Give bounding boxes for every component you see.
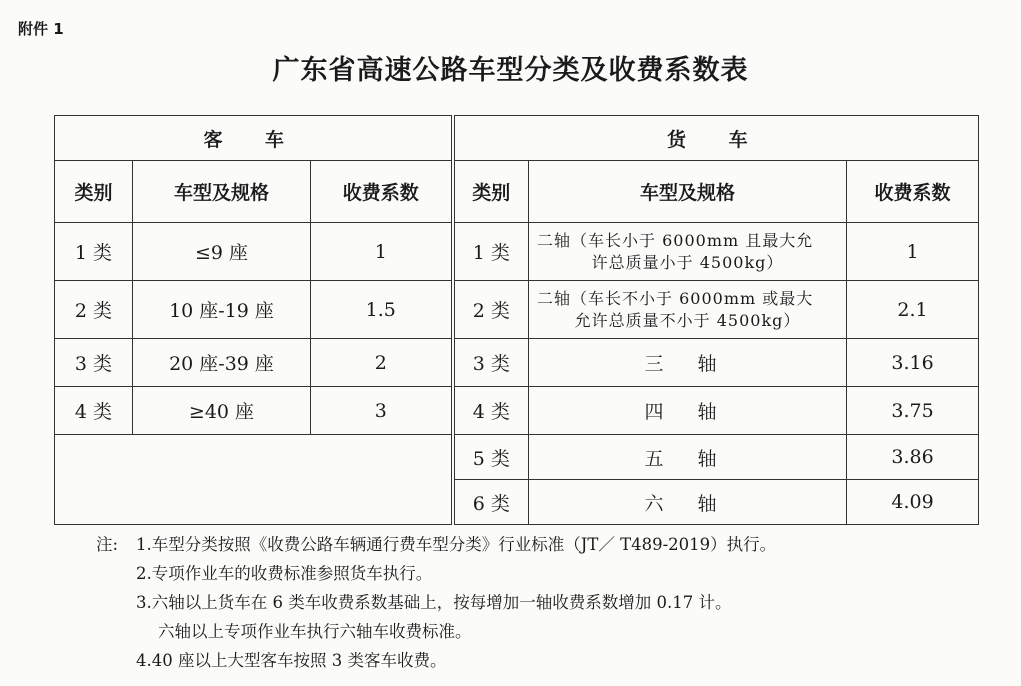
passenger-class: 3 类 (55, 339, 133, 387)
passenger-col-coef: 收费系数 (311, 161, 453, 223)
passenger-spec: 20 座-39 座 (133, 339, 311, 387)
passenger-coef: 1.5 (311, 281, 453, 339)
passenger-spec: ≥40 座 (133, 387, 311, 435)
passenger-spec: 10 座-19 座 (133, 281, 311, 339)
truck-spec (529, 281, 847, 339)
note-3-continued: 六轴以上专项作业车执行六轴车收费标准。 (158, 622, 472, 641)
truck-spec-line: 二轴（车长不小于 6000mm 或最大 (537, 288, 814, 308)
truck-class: 1 类 (453, 223, 529, 281)
truck-coef: 3.16 (847, 339, 979, 387)
truck-spec-line: 允许总质量不小于 4500kg） (574, 310, 801, 330)
truck-spec-line: 许总质量小于 4500kg） (591, 252, 784, 272)
passenger-class: 1 类 (55, 223, 133, 281)
truck-class: 5 类 (453, 435, 529, 480)
column-header-row (55, 161, 979, 223)
passenger-coef: 1 (311, 223, 453, 281)
note-1: 1.车型分类按照《收费公路车辆通行费车型分类》行业标准（JT／ T489-2019）执行。 (136, 535, 777, 554)
passenger-spec: ≤9 座 (133, 223, 311, 281)
table-row (55, 281, 979, 339)
passenger-class: 4 类 (55, 387, 133, 435)
passenger-col-spec: 车型及规格 (133, 161, 311, 223)
truck-coef: 2.1 (847, 281, 979, 339)
truck-coef: 3.75 (847, 387, 979, 435)
table-row (55, 223, 979, 281)
truck-coef: 1 (847, 223, 979, 281)
truck-col-class: 类别 (453, 161, 529, 223)
passenger-empty-cell (55, 435, 453, 525)
truck-spec: 四 轴 (529, 387, 847, 435)
fee-table (54, 115, 979, 525)
truck-spec (529, 223, 847, 281)
truck-class: 4 类 (453, 387, 529, 435)
truck-coef: 3.86 (847, 435, 979, 480)
truck-spec: 六 轴 (529, 480, 847, 525)
truck-spec: 三 轴 (529, 339, 847, 387)
passenger-group-header: 客 车 (55, 116, 453, 161)
truck-class: 6 类 (453, 480, 529, 525)
truck-class: 3 类 (453, 339, 529, 387)
truck-class: 2 类 (453, 281, 529, 339)
passenger-col-class: 类别 (55, 161, 133, 223)
attachment-label: 附件 1 (18, 20, 64, 38)
passenger-coef: 3 (311, 387, 453, 435)
note-3: 3.六轴以上货车在 6 类车收费系数基础上，按每增加一轴收费系数增加 0.17 计。 (136, 593, 732, 612)
notes-lead: 注: (96, 535, 119, 554)
table-row (55, 339, 979, 387)
truck-spec-line: 二轴（车长小于 6000mm 且最大允 (537, 230, 814, 250)
truck-coef: 4.09 (847, 480, 979, 525)
document-title: 广东省高速公路车型分类及收费系数表 (272, 55, 749, 86)
passenger-coef: 2 (311, 339, 453, 387)
truck-col-spec: 车型及规格 (529, 161, 847, 223)
group-header-row (55, 116, 979, 161)
table-row (55, 435, 979, 480)
passenger-class: 2 类 (55, 281, 133, 339)
truck-col-coef: 收费系数 (847, 161, 979, 223)
notes (96, 530, 776, 675)
table-row (55, 387, 979, 435)
note-4: 4.40 座以上大型客车按照 3 类客车收费。 (136, 651, 447, 670)
note-2: 2.专项作业车的收费标准参照货车执行。 (136, 564, 433, 583)
truck-group-header: 货 车 (453, 116, 979, 161)
truck-spec: 五 轴 (529, 435, 847, 480)
